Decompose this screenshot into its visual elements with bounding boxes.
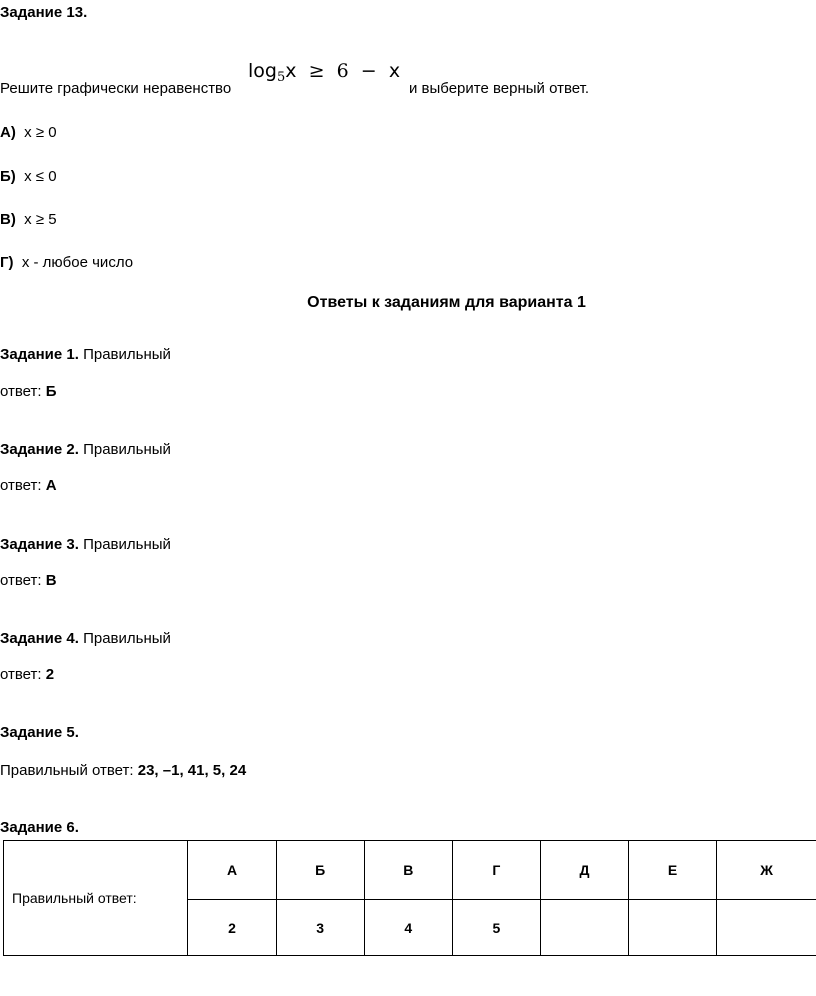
table-value-cell <box>629 900 717 956</box>
option-b: Б) x ≤ 0 <box>0 168 57 185</box>
formula-ge: ≥ <box>308 60 325 82</box>
table-header-cell: Д <box>540 841 628 900</box>
option-v: В) x ≥ 5 <box>0 211 57 228</box>
task13-prompt-after: и выберите верный ответ. <box>409 80 589 97</box>
table-header-cell: Б <box>276 841 364 900</box>
inequality-formula <box>248 60 400 85</box>
formula-six: 6 <box>336 60 349 82</box>
table-header-cell: А <box>188 841 276 900</box>
table-value-cell: 3 <box>276 900 364 956</box>
table-header-cell: Г <box>452 841 540 900</box>
table-value-cell: 4 <box>364 900 452 956</box>
answer-2-value: ответ: А <box>0 477 57 494</box>
table-value-cell <box>717 900 816 956</box>
answer-6-table <box>3 840 816 956</box>
task13-prompt-before: Решите графически неравенство <box>0 80 232 97</box>
formula-minus: − <box>360 60 377 82</box>
table-value-cell <box>540 900 628 956</box>
answer-3-title: Задание 3. Правильный <box>0 536 171 553</box>
answer-5-title: Задание 5. <box>0 724 79 741</box>
answer-5-value: Правильный ответ: 23, –1, 41, 5, 24 <box>0 762 247 779</box>
answer-1-title: Задание 1. Правильный <box>0 346 171 363</box>
answer-4-title: Задание 4. Правильный <box>0 630 171 647</box>
formula-base: 5 <box>276 70 286 85</box>
option-g: Г) x - любое число <box>0 254 134 271</box>
row-label: Правильный ответ: <box>4 841 188 956</box>
answer-6-title: Задание 6. <box>0 819 79 836</box>
table-header-cell: Ж <box>717 841 816 900</box>
option-a: А) x ≥ 0 <box>0 124 57 141</box>
answer-4-value: ответ: 2 <box>0 666 55 683</box>
formula-x: x <box>388 60 401 82</box>
formula-arg: x <box>285 60 297 82</box>
formula-log: log <box>248 60 277 82</box>
table-row <box>4 841 816 900</box>
answers-heading: Ответы к заданиям для варианта 1 <box>307 294 586 311</box>
table-value-cell: 2 <box>188 900 276 956</box>
table-header-cell: Е <box>629 841 717 900</box>
task13-title: Задание 13. <box>0 4 88 21</box>
answer-2-title: Задание 2. Правильный <box>0 441 171 458</box>
table-value-cell: 5 <box>452 900 540 956</box>
answer-3-value: ответ: В <box>0 572 57 589</box>
answer-1-value: ответ: Б <box>0 383 57 400</box>
table-header-cell: В <box>364 841 452 900</box>
